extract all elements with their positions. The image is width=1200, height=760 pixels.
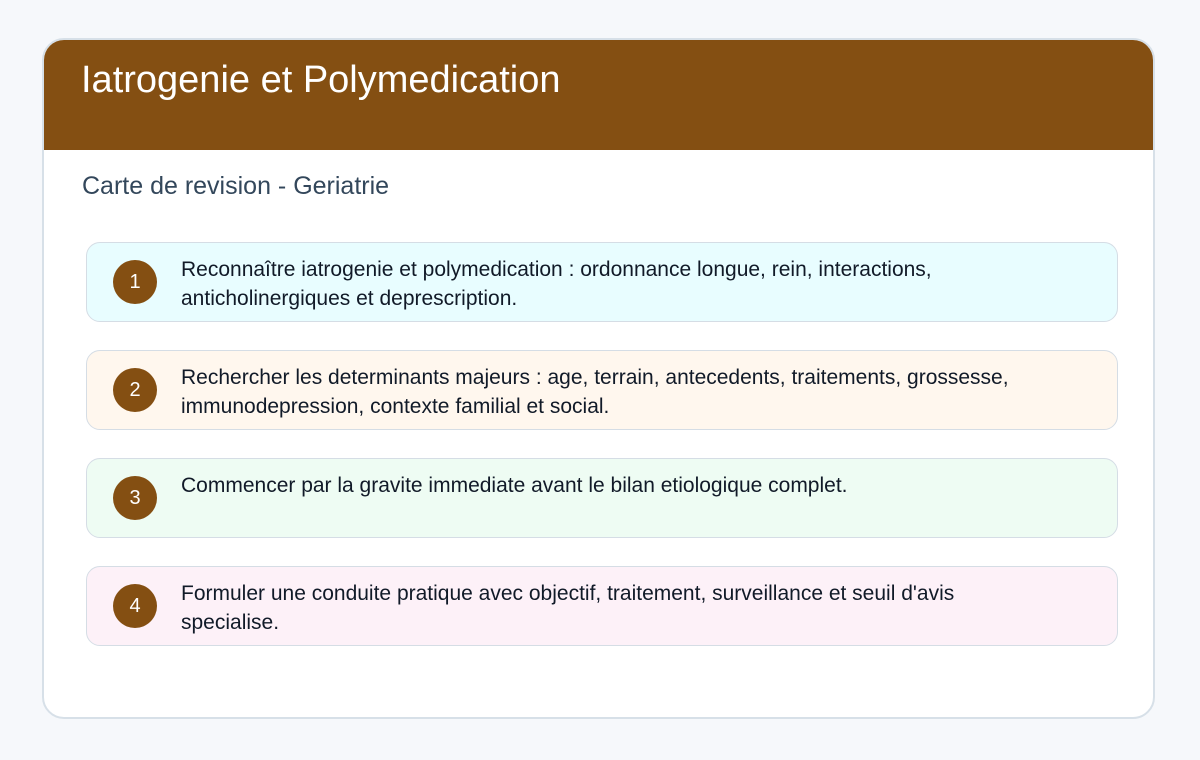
- list-item: [86, 458, 1118, 538]
- item-text: Formuler une conduite pratique avec objectif, traitement, surveillance et seuil d'avis specialise.: [181, 582, 955, 634]
- step-number-badge: 4: [113, 584, 157, 628]
- step-number-badge: 3: [113, 476, 157, 520]
- list-item: [86, 350, 1118, 430]
- list-item: [86, 242, 1118, 322]
- list-item: [86, 566, 1118, 646]
- item-list: [86, 242, 1118, 674]
- revision-card: [42, 38, 1155, 719]
- item-text: Reconnaître iatrogenie et polymedication : ordonnance longue, rein, interactions, anticholinergiques et deprescription.: [181, 258, 932, 310]
- item-text: Rechercher les determinants majeurs : age, terrain, antecedents, traitements, grossesse, immunodepression, contexte familial et social.: [181, 366, 1009, 418]
- card-header: [44, 40, 1153, 150]
- step-number-badge: 2: [113, 368, 157, 412]
- step-number-badge: 1: [113, 260, 157, 304]
- item-text: Commencer par la gravite immediate avant le bilan etiologique complet.: [181, 474, 848, 497]
- page-title: Iatrogenie et Polymedication: [81, 59, 561, 101]
- card-subtitle: Carte de revision - Geriatrie: [82, 172, 390, 200]
